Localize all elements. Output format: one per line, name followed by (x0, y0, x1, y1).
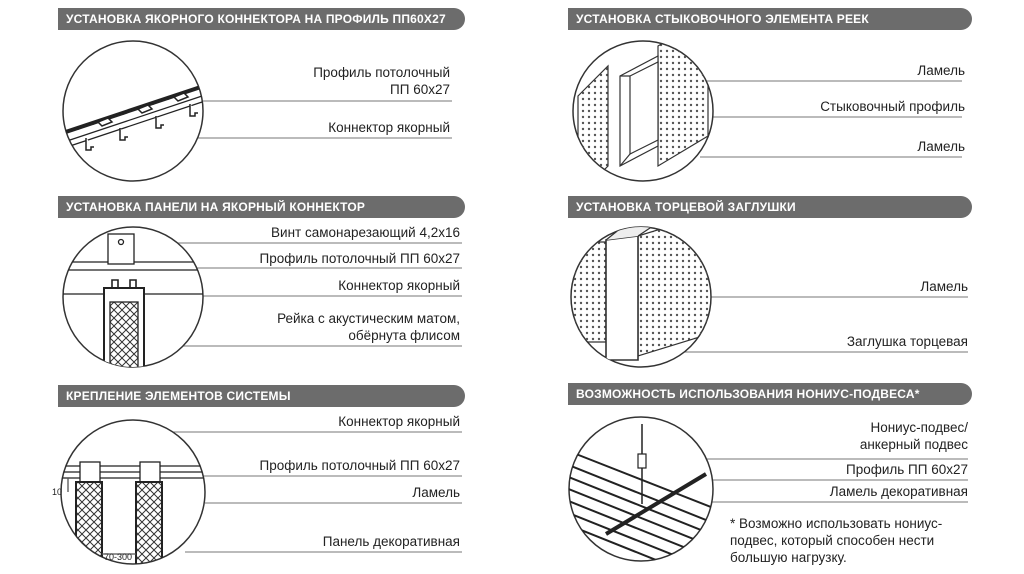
section-4-title: УСТАНОВКА ТОРЦЕВОЙ ЗАГЛУШКИ (568, 196, 972, 218)
nonius-hanger-illustration (566, 414, 716, 564)
s4-label-end-cap: Заглушка торцевая (846, 334, 968, 349)
s6-label-lamel: Ламель декоративная (829, 484, 968, 499)
joint-element-illustration (568, 36, 718, 186)
s3-label-connector: Коннектор якорный (338, 278, 460, 293)
s2-label-lamel-bottom: Ламель (917, 139, 965, 154)
s5-label-profile: Профиль потолочный ПП 60х27 (259, 458, 460, 473)
s6-footnote: * Возможно использовать нониус- подвес, который способен нести большую нагрузку. (730, 516, 943, 565)
s2-label-joint-profile: Стыковочный профиль (820, 99, 965, 114)
section-2-title: УСТАНОВКА СТЫКОВОЧНОГО ЭЛЕМЕНТА РЕЕК (568, 8, 972, 30)
s5-dim-10: 10 (52, 487, 63, 497)
s3-label-screw: Винт самонарезающий 4,2х16 (271, 225, 460, 240)
section-3-title: УСТАНОВКА ПАНЕЛИ НА ЯКОРНЫЙ КОННЕКТОР (58, 196, 465, 218)
end-cap-illustration (566, 222, 716, 372)
s4-label-lamel: Ламель (920, 279, 968, 294)
s6-label-profile: Профиль ПП 60х27 (846, 462, 968, 477)
panel-on-connector-illustration (58, 222, 208, 372)
s5-label-connector: Коннектор якорный (338, 414, 460, 429)
section-5-title: КРЕПЛЕНИЕ ЭЛЕМЕНТОВ СИСТЕМЫ (58, 385, 465, 407)
s5-label-lamel: Ламель (412, 485, 460, 500)
s5-dim-70-300: 70-300 (104, 552, 133, 562)
s1-label-connector: Коннектор якорный (328, 120, 450, 135)
section-1-title: УСТАНОВКА ЯКОРНОГО КОННЕКТОРА НА ПРОФИЛЬ ПП60Х27 (58, 8, 465, 30)
section-6-title: ВОЗМОЖНОСТЬ ИСПОЛЬЗОВАНИЯ НОНИУС-ПОДВЕСА* (568, 383, 972, 405)
s3-label-profile: Профиль потолочный ПП 60х27 (259, 251, 460, 266)
s5-label-panel: Панель декоративная (322, 534, 460, 549)
s2-label-lamel-top: Ламель (917, 63, 965, 78)
s3-label-slat: Рейка с акустическим матом, обёрнута флисом (277, 311, 460, 343)
s6-label-hanger: Нониус-подвес/ анкерный подвес (859, 420, 968, 452)
s1-label-profile: Профиль потолочный ПП 60х27 (313, 65, 450, 97)
anchor-connector-on-profile-illustration (58, 36, 208, 186)
